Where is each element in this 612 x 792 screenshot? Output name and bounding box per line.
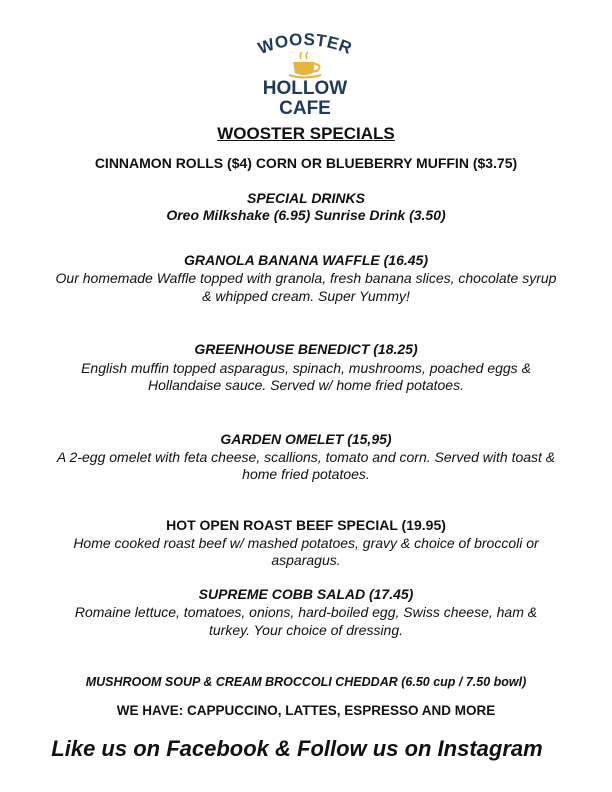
menu-item-description: Our homemade Waffle topped with granola, fresh banana slices, chocolate syrup	[55, 270, 557, 286]
cafe-logo	[245, 26, 365, 118]
bakery-specials: CINNAMON ROLLS ($4) CORN OR BLUEBERRY MUFFIN ($3.75)	[94, 155, 518, 171]
logo-line1: WOOSTER	[255, 29, 355, 59]
menu-item-name: GRANOLA BANANA WAFFLE (16.45)	[184, 252, 428, 268]
menu-item-name: GARDEN OMELET (15,95)	[220, 431, 392, 447]
logo-line3: CAFE	[279, 98, 331, 118]
menu-item-name: GREENHOUSE BENEDICT (18.25)	[194, 341, 418, 357]
menu-item-name: HOT OPEN ROAST BEEF SPECIAL (19.95)	[166, 517, 446, 533]
menu-item-description: turkey. Your choice of dressing.	[208, 622, 404, 638]
menu-item-description: home fried potatoes.	[242, 466, 370, 482]
drinks-items: Oreo Milkshake (6.95) Sunrise Drink (3.50)	[166, 207, 446, 223]
menu-item-description: Hollandaise sauce. Served w/ home fried potatoes.	[148, 377, 464, 393]
coffee-cup-icon	[289, 52, 321, 78]
page-title: WOOSTER SPECIALS	[217, 124, 395, 143]
drinks-heading: SPECIAL DRINKS	[247, 190, 365, 206]
soup-line: MUSHROOM SOUP & CREAM BROCCOLI CHEDDAR (6.50 cup / 7.50 bowl)	[85, 675, 527, 689]
menu-item-description: & whipped cream. Super Yummy!	[202, 288, 410, 304]
menu-item-description: Romaine lettuce, tomatoes, onions, hard-boiled egg, Swiss cheese, ham &	[74, 604, 538, 620]
menu-item-description: asparagus.	[271, 552, 341, 568]
menu-item-name: SUPREME COBB SALAD (17.45)	[198, 586, 414, 602]
menu-item-description: A 2-egg omelet with feta cheese, scallions, tomato and corn. Served with toast &	[56, 449, 556, 465]
logo-line2: HOLLOW	[262, 78, 348, 99]
menu-item-description: Home cooked roast beef w/ mashed potatoes, gravy & choice of broccoli or	[73, 535, 539, 551]
social-line: Like us on Facebook & Follow us on Instagram	[51, 736, 543, 761]
menu-item-description: English muffin topped asparagus, spinach, mushrooms, poached eggs &	[81, 360, 531, 376]
coffee-line: WE HAVE: CAPPUCCINO, LATTES, ESPRESSO AND MORE	[116, 703, 496, 718]
